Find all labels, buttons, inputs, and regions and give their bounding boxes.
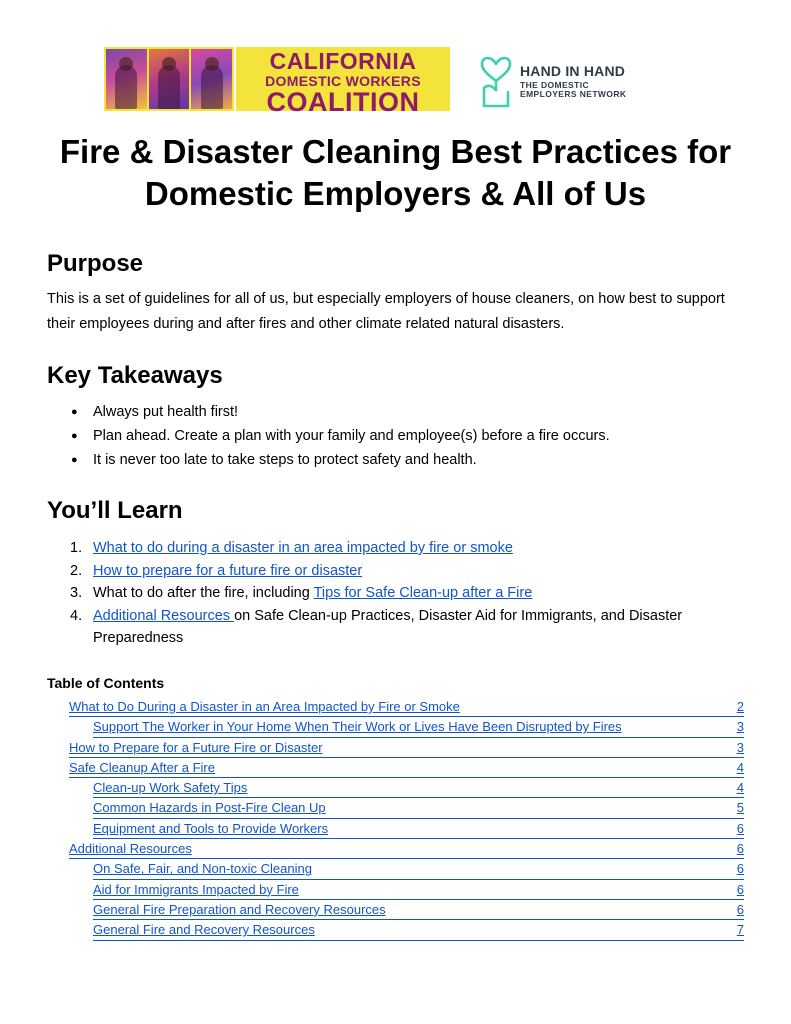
- takeaways-list: [47, 400, 747, 472]
- toc-entry-page[interactable]: 6: [736, 861, 744, 877]
- learn-text: on Safe Clean-up Practices, Disaster Aid for Immigrants, and Disaster Preparedness: [93, 607, 683, 646]
- worker-photo: [191, 49, 232, 109]
- toc-entry-title[interactable]: On Safe, Fair, and Non-toxic Cleaning: [93, 861, 312, 877]
- toc-entry[interactable]: [69, 697, 744, 717]
- list-number: 3.: [70, 585, 83, 601]
- title-line: Domestic Employers & All of Us: [144, 175, 647, 212]
- toc-entry[interactable]: [93, 819, 744, 839]
- list-number: 4.: [70, 607, 83, 624]
- document-title: [0, 131, 791, 215]
- toc-entry-title[interactable]: How to Prepare for a Future Fire or Disaster: [69, 739, 323, 755]
- purpose-text: This is a set of guidelines for all of us, but especially employers of house cleaners, on how best to support their employees during and after fires and other climate related natural disasters.: [47, 291, 725, 332]
- toc-entry-title[interactable]: Equipment and Tools to Provide Workers: [93, 820, 329, 836]
- cdwc-photo-strip: [104, 47, 234, 111]
- toc-entry[interactable]: [93, 778, 744, 798]
- cdwc-logo-line: COALITION: [266, 87, 420, 117]
- title-line: Fire & Disaster Cleaning Best Practices for: [59, 133, 732, 170]
- toc-entry-page[interactable]: 6: [736, 841, 744, 857]
- learn-link[interactable]: What to do during a disaster in an area impacted by fire or smoke: [93, 540, 513, 556]
- hih-subtitle-line: THE DOMESTIC: [520, 80, 590, 90]
- toc-entry-title[interactable]: General Fire and Recovery Resources: [93, 922, 315, 938]
- toc-entry-page[interactable]: 3: [736, 719, 744, 735]
- takeaways-heading: Key Takeaways: [47, 362, 223, 389]
- hih-subtitle-line: EMPLOYERS NETWORK: [520, 89, 627, 99]
- learn-text: What to do after the fire, including: [93, 585, 314, 601]
- hih-logo-subtitle: [520, 81, 626, 99]
- list-item: [47, 582, 747, 605]
- learn-link[interactable]: Additional Resources: [93, 607, 235, 624]
- list-item: ● It is never too late to take steps to protect safety and health.: [47, 448, 747, 472]
- toc-entry-page[interactable]: 7: [736, 922, 744, 938]
- cdwc-logo: [236, 47, 450, 117]
- toc-entry[interactable]: [93, 798, 744, 818]
- purpose-heading: Purpose: [47, 250, 144, 277]
- learn-link[interactable]: How to prepare for a future fire or disaster: [93, 562, 363, 579]
- worker-photo: [106, 49, 147, 109]
- toc-entry-page[interactable]: 4: [736, 759, 744, 775]
- toc-entry[interactable]: [93, 717, 744, 737]
- toc-entry-page[interactable]: 6: [736, 820, 744, 836]
- toc-entry-page[interactable]: 6: [736, 881, 744, 897]
- learn-link[interactable]: Tips for Safe Clean-up after a Fire: [313, 585, 533, 601]
- heart-hand-icon: [478, 50, 514, 110]
- toc-entry-title[interactable]: Additional Resources: [69, 841, 192, 857]
- toc-heading: Table of Contents: [47, 675, 165, 691]
- learn-heading: You’ll Learn: [47, 497, 183, 524]
- hih-logo-title: HAND IN HAND: [520, 63, 626, 79]
- toc-entry-page[interactable]: 4: [736, 780, 744, 796]
- list-number: 2.: [70, 562, 83, 579]
- toc-entry-title[interactable]: Aid for Immigrants Impacted by Fire: [93, 881, 299, 897]
- toc-entry[interactable]: [93, 880, 744, 900]
- list-item: [47, 537, 747, 560]
- toc-entry-page[interactable]: 2: [736, 699, 744, 714]
- learn-list: [47, 537, 747, 650]
- toc-entry[interactable]: [93, 900, 744, 920]
- toc-entry-title[interactable]: Support The Worker in Your Home When Their Work or Lives Have Been Disrupted by Fires: [93, 719, 622, 735]
- toc-entry[interactable]: [69, 839, 744, 859]
- cdwc-logo-line: CALIFORNIA: [269, 48, 417, 74]
- toc-entry-title[interactable]: General Fire Preparation and Recovery Resources: [93, 901, 386, 917]
- list-item: [47, 560, 747, 583]
- toc-entry-title[interactable]: Safe Cleanup After a Fire: [69, 759, 215, 775]
- cdwc-logo-line: DOMESTIC WORKERS: [265, 73, 421, 89]
- list-item: ● Always put health first!: [47, 400, 747, 424]
- table-of-contents: [69, 697, 744, 941]
- list-item: ● Plan ahead. Create a plan with your family and employee(s) before a fire occurs.: [47, 424, 747, 448]
- toc-entry[interactable]: [69, 758, 744, 778]
- toc-entry-page[interactable]: 3: [736, 739, 744, 755]
- toc-entry[interactable]: [69, 738, 744, 758]
- toc-entry-title[interactable]: Common Hazards in Post-Fire Clean Up: [93, 800, 326, 816]
- toc-entry-title[interactable]: Clean-up Work Safety Tips: [93, 780, 248, 796]
- toc-entry-page[interactable]: 5: [736, 800, 744, 816]
- list-item: [47, 605, 747, 650]
- toc-entry[interactable]: [93, 859, 744, 879]
- toc-entry-title[interactable]: What to Do During a Disaster in an Area Impacted by Fire or Smoke: [69, 699, 460, 714]
- worker-photo: [149, 49, 190, 109]
- toc-entry-page[interactable]: 6: [736, 901, 744, 917]
- list-number: 1.: [70, 540, 83, 556]
- toc-entry[interactable]: [93, 920, 744, 940]
